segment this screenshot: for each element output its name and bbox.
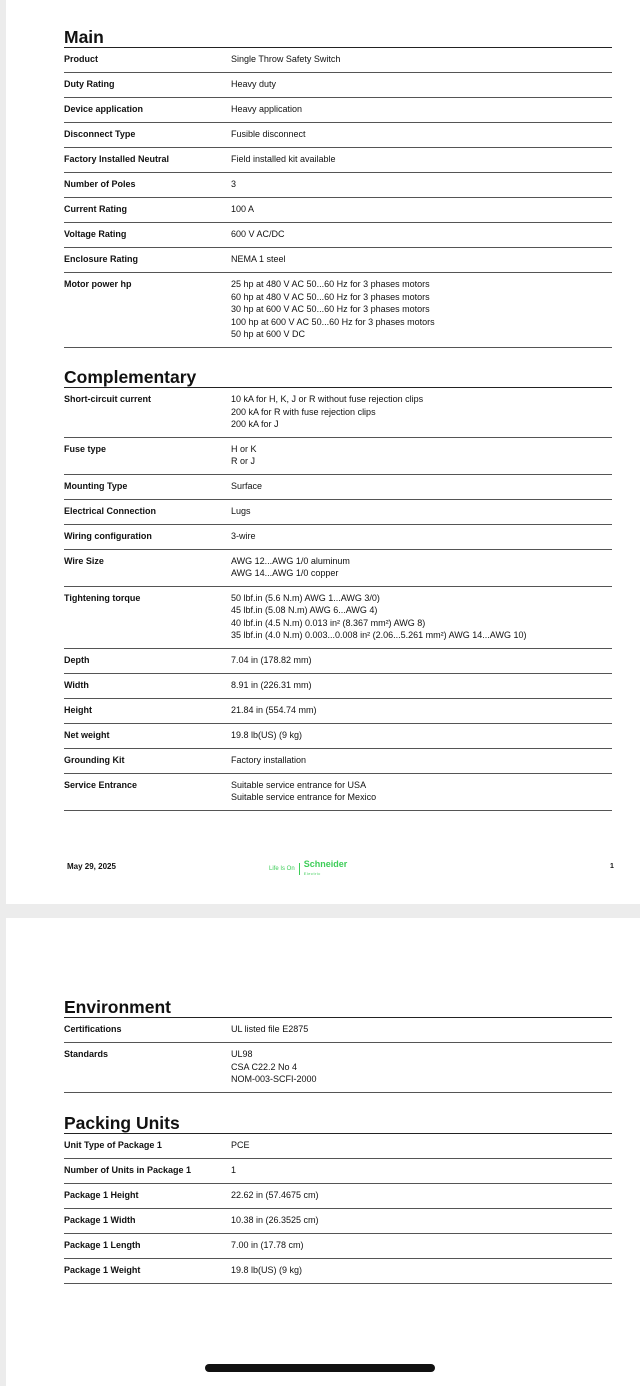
main-section: [64, 26, 612, 348]
spec-value: [231, 1189, 612, 1202]
spec-row: [64, 1234, 612, 1259]
spec-label: Duty Rating: [64, 79, 115, 89]
spec-value: [231, 78, 612, 91]
spec-value-line: 100 hp at 600 V AC 50...60 Hz for 3 phases motors: [231, 316, 435, 327]
spec-row: [64, 273, 612, 348]
spec-value: [231, 443, 612, 468]
spec-value-line: AWG 12...AWG 1/0 aluminum: [231, 555, 350, 566]
section-title-main: Main: [64, 26, 612, 48]
spec-value: [231, 654, 612, 667]
spec-value-line: 50 lbf.in (5.6 N.m) AWG 1...AWG 3/0): [231, 592, 380, 603]
spec-label: Tightening torque: [64, 592, 141, 603]
spec-value-line: Single Throw Safety Switch: [231, 54, 341, 64]
spec-value: [231, 1239, 612, 1252]
spec-row: [64, 123, 612, 148]
document-page-1: [6, 0, 640, 904]
spec-value-line: Field installed kit available: [231, 154, 336, 164]
spec-row: [64, 1043, 612, 1093]
spec-value-line: 25 hp at 480 V AC 50...60 Hz for 3 phases motors: [231, 279, 430, 289]
brand-name-text: Schneider: [303, 859, 348, 869]
spec-value: [231, 393, 612, 431]
section-title-packing-units: Packing Units: [64, 1112, 612, 1134]
spec-row: [64, 475, 612, 500]
spec-row: [64, 774, 612, 811]
spec-value-line: UL98: [231, 1049, 253, 1059]
spec-label: Certifications: [64, 1024, 122, 1034]
spec-label: Short-circuit current: [64, 394, 152, 404]
spec-value: [231, 1214, 612, 1227]
section-title-environment: Environment: [64, 996, 612, 1018]
spec-label: Unit Type of Package 1: [64, 1140, 162, 1150]
spec-value-line: 200 kA for J: [231, 419, 279, 429]
spec-value-line: 22.62 in (57.4675 cm): [231, 1190, 319, 1200]
spec-value: [231, 103, 612, 116]
spec-label: Device application: [64, 104, 144, 114]
spec-value-line: AWG 14...AWG 1/0 copper: [231, 568, 339, 578]
brand-subname: Electric: [303, 871, 321, 876]
spec-value-line: PCE: [231, 1140, 250, 1150]
brand-logo: [269, 860, 347, 878]
spec-row: [64, 388, 612, 438]
spec-value-line: 7.04 in (178.82 mm): [231, 654, 312, 665]
spec-row: [64, 749, 612, 774]
spec-label: Service Entrance: [64, 779, 138, 790]
spec-value: [231, 480, 612, 493]
spec-value-line: Heavy application: [231, 104, 303, 114]
spec-value: [231, 253, 612, 266]
spec-label: Voltage Rating: [64, 229, 127, 239]
spec-label: Package 1 Weight: [64, 1265, 141, 1275]
spec-value-line: 50 hp at 600 V DC: [231, 329, 306, 339]
spec-label: Package 1 Length: [64, 1240, 141, 1250]
spec-value: [231, 1139, 612, 1152]
spec-value: [231, 1164, 612, 1177]
spec-row: [64, 699, 612, 724]
spec-row: [64, 148, 612, 173]
brand-name: [304, 860, 348, 878]
spec-value: [231, 1264, 612, 1277]
spec-label: Product: [64, 54, 99, 64]
packing-section: [64, 1112, 612, 1284]
spec-label: Factory Installed Neutral: [64, 154, 170, 164]
spec-label: Mounting Type: [64, 480, 128, 491]
spec-row: [64, 98, 612, 123]
spec-value-line: Heavy duty: [231, 79, 277, 89]
spec-value-line: 35 lbf.in (4.0 N.m) 0.003...0.008 in² (2.06...5.261 mm²) AWG 14...AWG 10): [231, 630, 527, 640]
spec-value-line: Factory installation: [231, 754, 307, 765]
spec-row: [64, 198, 612, 223]
spec-value: [231, 505, 612, 518]
spec-label: Standards: [64, 1049, 109, 1059]
spec-value-line: 60 hp at 480 V AC 50...60 Hz for 3 phases motors: [231, 291, 430, 302]
spec-label: Package 1 Width: [64, 1215, 136, 1225]
section-title-complementary: Complementary: [64, 366, 612, 388]
spec-label: Grounding Kit: [64, 754, 125, 765]
spec-label: Width: [64, 679, 89, 690]
spec-value-line: Fusible disconnect: [231, 129, 306, 139]
spec-row: [64, 1159, 612, 1184]
spec-value-line: R or J: [231, 456, 256, 466]
spec-row: [64, 674, 612, 699]
spec-value-line: 30 hp at 600 V AC 50...60 Hz for 3 phases motors: [231, 304, 430, 314]
environment-spec-table: [64, 1018, 612, 1093]
spec-value: [231, 203, 612, 216]
spec-row: [64, 1134, 612, 1159]
spec-value-line: UL listed file E2875: [231, 1024, 309, 1034]
spec-row: [64, 73, 612, 98]
document-page-2: [6, 918, 640, 1386]
spec-value: [231, 178, 612, 191]
spec-value-line: 1: [231, 1165, 237, 1175]
spec-label: Number of Units in Package 1: [64, 1165, 192, 1175]
spec-value-line: 19.8 lb(US) (9 kg): [231, 729, 303, 740]
spec-value-line: 100 A: [231, 204, 255, 214]
spec-value: [231, 592, 612, 642]
spec-value-line: 7.00 in (17.78 cm): [231, 1240, 304, 1250]
spec-value-line: 19.8 lb(US) (9 kg): [231, 1265, 303, 1275]
spec-value-line: 21.84 in (554.74 mm): [231, 704, 317, 715]
spec-value-line: CSA C22.2 No 4: [231, 1061, 298, 1072]
spec-row: [64, 223, 612, 248]
spec-label: Enclosure Rating: [64, 254, 139, 264]
spec-label: Depth: [64, 654, 90, 665]
spec-label: Electrical Connection: [64, 505, 157, 516]
spec-label: Fuse type: [64, 443, 107, 454]
spec-row: [64, 173, 612, 198]
spec-value-line: 8.91 in (226.31 mm): [231, 679, 312, 690]
environment-section: [64, 996, 612, 1093]
spec-row: [64, 1018, 612, 1043]
brand-tagline: Life Is On: [269, 866, 295, 872]
logo-divider: [299, 863, 300, 875]
spec-value: [231, 754, 612, 767]
spec-value-line: H or K: [231, 443, 257, 454]
complementary-section: [64, 366, 612, 811]
spec-label: Motor power hp: [64, 279, 132, 289]
spec-value: [231, 1048, 612, 1086]
page-number: 1: [610, 863, 614, 870]
spec-value-line: NOM-003-SCFI-2000: [231, 1074, 317, 1084]
spec-row: [64, 649, 612, 674]
home-indicator[interactable]: [205, 1364, 435, 1372]
spec-value: [231, 128, 612, 141]
spec-row: [64, 587, 612, 649]
spec-label: Net weight: [64, 729, 110, 740]
spec-value: [231, 530, 612, 543]
spec-value-line: 10.38 in (26.3525 cm): [231, 1215, 319, 1225]
spec-value-line: Lugs: [231, 505, 251, 516]
spec-row: [64, 1209, 612, 1234]
spec-label: Current Rating: [64, 204, 127, 214]
spec-value: [231, 729, 612, 742]
spec-value: [231, 278, 612, 341]
spec-label: Package 1 Height: [64, 1190, 139, 1200]
footer-date: May 29, 2025: [67, 862, 116, 871]
spec-value-line: 600 V AC/DC: [231, 229, 285, 239]
spec-value: [231, 555, 612, 580]
spec-row: [64, 48, 612, 73]
spec-row: [64, 525, 612, 550]
spec-value-line: Suitable service entrance for Mexico: [231, 792, 377, 802]
spec-label: Height: [64, 704, 92, 715]
spec-label: Wire Size: [64, 555, 104, 566]
spec-row: [64, 1259, 612, 1284]
spec-row: [64, 438, 612, 475]
spec-value-line: Surface: [231, 480, 263, 491]
spec-value: [231, 228, 612, 241]
spec-row: [64, 248, 612, 273]
spec-label: Disconnect Type: [64, 129, 136, 139]
spec-value-line: Suitable service entrance for USA: [231, 779, 367, 790]
spec-row: [64, 550, 612, 587]
spec-value-line: 40 lbf.in (4.5 N.m) 0.013 in² (8.367 mm²) AWG 8): [231, 617, 426, 628]
spec-row: [64, 724, 612, 749]
spec-value: [231, 153, 612, 166]
spec-label: Number of Poles: [64, 179, 136, 189]
spec-value-line: 200 kA for R with fuse rejection clips: [231, 406, 376, 417]
main-spec-table: [64, 48, 612, 348]
spec-value-line: 45 lbf.in (5.08 N.m) AWG 6...AWG 4): [231, 605, 378, 615]
spec-value: [231, 704, 612, 717]
spec-value-line: 3-wire: [231, 530, 256, 541]
spec-value-line: 10 kA for H, K, J or R without fuse rejection clips: [231, 394, 424, 404]
spec-label: Wiring configuration: [64, 530, 152, 541]
spec-row: [64, 500, 612, 525]
spec-value-line: 3: [231, 179, 237, 189]
spec-value: [231, 779, 612, 804]
spec-value: [231, 53, 612, 66]
spec-value: [231, 1023, 612, 1036]
complementary-spec-table: [64, 388, 612, 811]
spec-value-line: NEMA 1 steel: [231, 254, 286, 264]
packing-spec-table: [64, 1134, 612, 1284]
spec-row: [64, 1184, 612, 1209]
spec-value: [231, 679, 612, 692]
